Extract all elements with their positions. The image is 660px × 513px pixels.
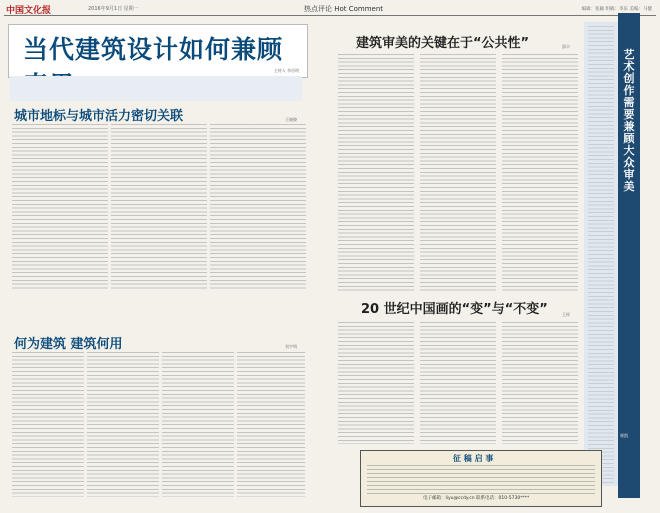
lede-box [10, 76, 302, 101]
article-column [338, 54, 414, 292]
article-column [12, 124, 108, 289]
article-column [237, 352, 305, 497]
article-column [338, 322, 414, 444]
sidebar-author: 崔凯 [620, 433, 628, 438]
newspaper-logo: 中国文化报 [6, 6, 52, 16]
vertical-sidebar [618, 13, 640, 498]
hero-author: 主持人 李昌明 [273, 68, 299, 73]
sidebar-title: 艺术创作需要兼顾大众审美 [623, 48, 635, 193]
public-aesthetic-author: 邵丰 [562, 44, 570, 49]
call-for-papers-box [360, 450, 602, 507]
contact-info: 电子邮箱：liyu@ccdy.cn 联系电话：010-5730**** [423, 496, 530, 501]
hero-title: 当代建筑设计如何兼顾 [23, 35, 284, 64]
section-city-landmark-title: 城市地标与城市活力密切关联 [14, 109, 184, 124]
public-aesthetic-title: 建筑审美的关键在于“公共性” [356, 36, 530, 51]
article-column [210, 124, 306, 289]
article-column [420, 54, 496, 292]
hero-banner [8, 24, 308, 78]
article-column [12, 352, 84, 497]
issue-date: 2016年9月1日 星期一 [88, 6, 139, 12]
section-city-landmark-author: 王晓晓 [285, 117, 297, 122]
article-column [502, 54, 578, 292]
section-title: 热点评论 Hot Comment [304, 5, 384, 13]
call-for-papers-text [367, 465, 595, 495]
article-column [87, 352, 159, 497]
article-column [502, 322, 578, 444]
chinese-painting-title: 20 世纪中国画的“变”与“不变” [361, 302, 548, 317]
section-architecture-author: 刘宇明 [285, 344, 297, 349]
call-for-papers-title: 征 稿 启 事 [453, 454, 494, 463]
sidebar-column [588, 26, 614, 484]
article-column [420, 322, 496, 444]
chinese-painting-author: 王梓 [562, 312, 570, 317]
section-architecture-title: 何为建筑 建筑何用 [14, 337, 123, 352]
editor-info: 编辑：张颖 组稿：李乐 美编：马健 [581, 7, 652, 12]
article-column [111, 124, 207, 289]
article-column [162, 352, 234, 497]
masthead [4, 3, 656, 16]
